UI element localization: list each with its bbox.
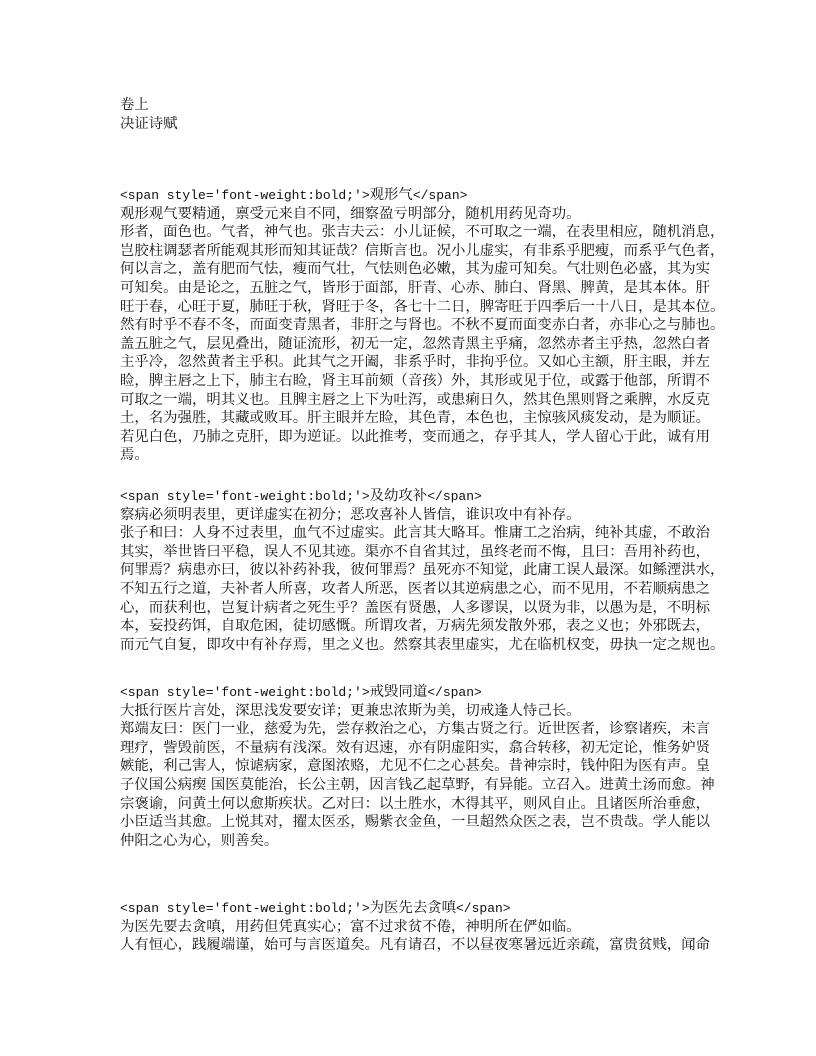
- body-text-line: 而元气自复，即攻中有补存焉，里之义也。然察其表里虚实，尤在临机权变，毋执一定之规也。: [120, 636, 725, 653]
- body-text-line: 小臣适当其愈。上悦其对，擢太医丞，赐紫衣金鱼，一旦超然众医之表，岂不贵哉。学人能以: [120, 814, 711, 831]
- body-text-line: 焉。: [120, 447, 149, 464]
- body-text-line: 盖五脏之气，层见叠出，随证流形，初无一定，忽然青黑主乎痛，忽然赤者主乎热，忽然白者: [120, 335, 711, 352]
- body-text-line: 形者，面色也。气者，神气也。张吉夫云：小儿证候，不可取之一端，在表里相应，随机消息，: [120, 224, 725, 241]
- section-heading: [120, 487, 720, 506]
- body-text-line: 何以言之，盖有肥而气怯，瘦而气壮，气怯则色必嫩，其为虚可知矣。气壮则色必盛，其为实: [120, 261, 711, 278]
- body-text-line: 若见白色，乃肺之克肝，即为逆证。以此推考，变而通之，存乎其人，学人留心于此，诚有用: [120, 428, 711, 445]
- section-ji-you-gong-bu: [120, 487, 725, 654]
- heading-markup-close: </span>: [427, 685, 482, 700]
- body-text-line: 理疗，訾毁前医，不量病有浅深。效有迟速，亦有阴虚阳实，翕合转移，初无定论，惟务妒贤: [120, 739, 711, 756]
- heading-markup-open: <span style='font-weight:bold;'>: [120, 188, 370, 203]
- verse-line: 为医先要去贪嗔，用药但凭真实心；富不过求贫不倦，神明所在俨如临。: [120, 918, 581, 935]
- heading-text: 戒毁同道: [369, 684, 428, 700]
- body-text-line: 子仪国公病瘈 国医莫能治，长公主朝，因言钱乙起草野，有异能。立召入。进黄土汤而愈。神: [120, 776, 715, 793]
- body-text-line: 可知矣。由是论之，五脏之气，皆形于面部，肝青、心赤、肺白、肾黑、脾黄，是其本体。肝: [120, 279, 711, 296]
- body-text-line: 张子和曰：人身不过表里，血气不过虚实。此言其大略耳。惟庸工之治病，纯补其虚，不敢治: [120, 525, 711, 542]
- body-text-line: 仲阳之心为心，则善矣。: [120, 832, 279, 849]
- heading-text: 为医先去贪嗔: [369, 900, 456, 916]
- section-heading: [120, 186, 720, 205]
- verse-line: 察病必须明表里，更详虚实在初分；恶攻喜补人皆信，谁识攻中有补存。: [120, 506, 581, 523]
- section-jie-hui-tong-dao: [120, 683, 720, 850]
- heading-markup-close: </span>: [412, 188, 468, 203]
- volume-title: 卷上: [120, 97, 149, 113]
- chapter-title: 决证诗赋: [120, 115, 178, 132]
- body-text-line: 宗褒谕，问黄土何以愈斯疾状。乙对曰：以土胜水，木得其平，则风自止。且诸医所治垂愈，: [120, 795, 711, 812]
- body-text-line: 土，名为强胜，其藏或败耳。肝主眼并左睑，其色青，本色也，主惊骇风痰发动，是为顺证。: [120, 410, 711, 427]
- body-text-line: 主乎冷，忽然黄者主乎积。此其气之开阖，非系乎时，非拘乎位。又如心主额，肝主眼，并左: [120, 354, 711, 371]
- body-text-line: 何罪焉？病患亦曰，彼以补药补我，彼何罪焉？虽死亦不知觉，此庸工误人最深。如鲧湮洪水，: [120, 562, 725, 579]
- heading-text: 及幼攻补: [369, 488, 428, 504]
- body-text-line: 然有时乎不春不冬，而面变青黑者，非肝之与肾也。不秋不夏而面变赤白者，亦非心之与肺也。: [120, 317, 725, 334]
- body-text-line: 郑端友曰：医门一业，慈爱为先，尝存救治之心，方集古贤之行。近世医者，诊察诸疾，未言: [120, 721, 711, 738]
- verse-line: 大抵行医片言处，深思浅发要安详；更兼忠浓斯为美，切戒逢人恃己长。: [120, 702, 581, 719]
- section-wei-yi-xian-qu-tan-chen: [120, 899, 720, 955]
- body-text-line: 心，而获利也，岂复计病者之死生乎？盖医有贤愚，人多谬误，以贤为非，以愚为是，不明标: [120, 599, 711, 616]
- heading-markup-open: <span style='font-weight:bold;'>: [120, 685, 370, 700]
- heading-markup-open: <span style='font-weight:bold;'>: [120, 489, 370, 504]
- body-text-line: 睑，脾主唇之上下，肺主右睑，肾主耳前颏（音孩）外，其形或见于位，或露于他部，所谓不: [120, 372, 711, 389]
- body-text-line: 可取之一端，明其义也。且脾主唇之上下为吐泻，或患痢日久，然其色黑则肾之乘脾，水反克: [120, 391, 711, 408]
- heading-markup-close: </span>: [456, 901, 511, 916]
- body-text-line: 人有恒心，践履端谨，始可与言医道矣。凡有请召，不以昼夜寒暑远近亲疏，富贵贫贱，闻命: [120, 937, 711, 954]
- body-text-line: 嫉能，利己害人，惊谑病家，意图浓赂，尤见不仁之心甚矣。昔神宗时，钱仲阳为医有声。皇: [120, 758, 711, 775]
- section-heading: [120, 683, 720, 702]
- body-text-line: 不知五行之道，夫补者人所喜，攻者人所恶，医者以其逆病患之心，而不见用，不若顺病患之: [120, 580, 711, 597]
- verse-line: 观形观气要精通，禀受元来自不同，细察盈亏明部分，随机用药见奇功。: [120, 205, 581, 222]
- body-text-line: 本，妄投药饵，自取危困，徒切感慨。所谓攻者，万病先须发散外邪，表之义也；外邪既去，: [120, 618, 711, 635]
- body-text-line: 岂胶柱调瑟者所能观其形而知其证哉？信斯言也。况小儿虚实，有非系乎肥瘦，而系乎气色者，: [120, 242, 725, 259]
- section-heading: [120, 899, 720, 918]
- body-text-line: 其实，举世皆曰平稳，误人不见其迹。渠亦不自省其过，虽终老而不悔，且曰：吾用补药也，: [120, 543, 711, 560]
- body-text-line: 旺于春，心旺于夏，肺旺于秋，肾旺于冬，各七十二日，脾寄旺于四季后一十八日，是其本位。: [120, 298, 725, 315]
- heading-text: 观形气: [369, 187, 413, 203]
- heading-markup-close: </span>: [427, 489, 482, 504]
- document-header: [120, 96, 720, 133]
- section-guan-xing-qi: [120, 186, 725, 465]
- heading-markup-open: <span style='font-weight:bold;'>: [120, 901, 370, 916]
